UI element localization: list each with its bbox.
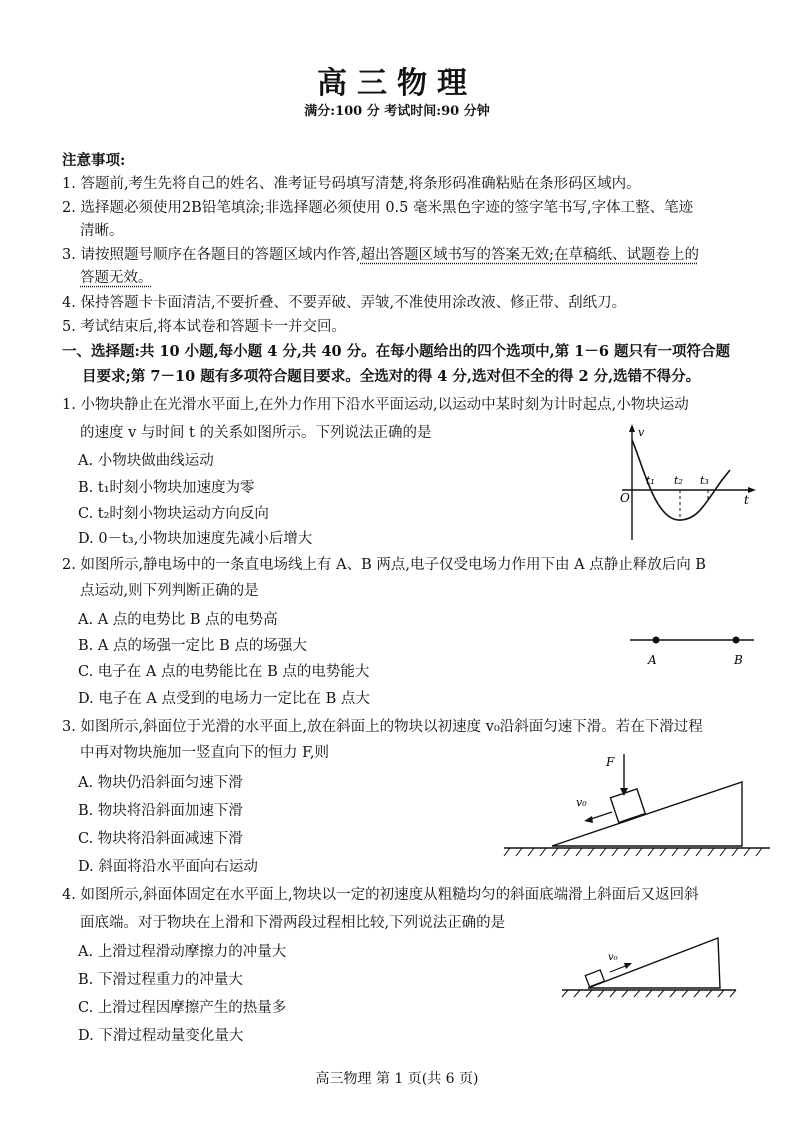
q3-velocity-label: v₀: [576, 796, 587, 809]
q4-stem-line1: 4. 如图所示,斜面体固定在水平面上,物块以一定的初速度从粗糙均匀的斜面底端滑上斜面后又返回斜: [62, 887, 699, 903]
note-item-3-emphasis-2: 答题无效。: [80, 270, 153, 286]
q4-option-a: A. 上滑过程滑动摩擦力的冲量大: [78, 944, 287, 960]
q2-point-b: [733, 637, 740, 644]
q3-ground-hatching: [504, 848, 762, 856]
q3-option-c: C. 物块将沿斜面减速下滑: [78, 831, 243, 847]
q4-block: [585, 970, 604, 987]
q1-stem-line2: 的速度 v 与时间 t 的关系如图所示。下列说法正确的是: [80, 425, 432, 441]
section-heading-line2: 目要求;第 7－10 题有多项符合题目要求。全选对的得 4 分,选对但不全的得 2 分,选错不得分。: [82, 368, 701, 385]
q4-incline-figure: [560, 930, 740, 1000]
note-item-4: 4. 保持答题卡卡面清洁,不要折叠、不要弄破、弄皱,不准使用涂改液、修正带、刮纸刀。: [62, 295, 627, 311]
q2-field-line-figure: [624, 630, 760, 670]
q1-option-a: A. 小物块做曲线运动: [78, 453, 214, 469]
q3-incline-figure: [502, 748, 772, 860]
note-item-5: 5. 考试结束后,将本试卷和答题卡一并交回。: [62, 319, 347, 335]
q2-option-c: C. 电子在 A 点的电势能比在 B 点的电势能大: [78, 664, 370, 680]
page-footer: 高三物理 第 1 页(共 6 页): [315, 1071, 479, 1087]
q2-option-b: B. A 点的场强一定比 B 点的场强大: [78, 638, 307, 654]
q1-origin-label: O: [620, 491, 630, 505]
q3-stem-line2: 中再对物块施加一竖直向下的恒力 F,则: [80, 745, 330, 761]
q1-t3-label: t₃: [700, 474, 709, 487]
q4-option-d: D. 下滑过程动量变化量大: [78, 1028, 244, 1044]
q4-stem-line2: 面底端。对于物块在上滑和下滑两段过程相比较,下列说法正确的是: [80, 915, 506, 931]
q1-t2-label: t₂: [674, 474, 683, 487]
notes-heading: 注意事项:: [62, 152, 126, 169]
note-item-1: 1. 答题前,考生先将自己的姓名、准考证号码填写清楚,将条形码准确粘贴在条形码区域内。: [62, 176, 641, 192]
q3-option-a: A. 物块仍沿斜面匀速下滑: [78, 775, 243, 791]
q4-incline: [588, 938, 720, 988]
q4-velocity-label: v₀: [608, 952, 618, 963]
note-item-2-line2: 清晰。: [80, 223, 124, 239]
q2-option-d: D. 电子在 A 点受到的电场力一定比在 B 点大: [78, 691, 370, 707]
q4-option-b: B. 下滑过程重力的冲量大: [78, 972, 243, 988]
q1-t-label: t: [744, 493, 749, 507]
q4-velocity-arrowhead: [624, 963, 632, 969]
q1-vt-graph: [612, 422, 762, 544]
q2-point-a: [653, 637, 660, 644]
q3-option-d: D. 斜面将沿水平面向右运动: [78, 859, 258, 875]
q3-incline: [552, 782, 742, 846]
q1-t-arrow: [748, 487, 756, 493]
q3-velocity-arrowhead: [584, 816, 593, 823]
note-item-2-line1: 2. 选择题必须使用2B铅笔填涂;非选择题必须使用 0.5 毫米黑色字迹的签字笔书写,字体工整、笔迹: [62, 200, 694, 216]
q1-option-d: D. 0－t₃,小物块加速度先减小后增大: [78, 531, 313, 547]
q1-v-label: v: [638, 426, 645, 439]
note-item-3-line1: [62, 246, 699, 264]
note-item-3-line2: [80, 269, 153, 287]
q1-option-b: B. t₁时刻小物块加速度为零: [78, 480, 255, 496]
q4-ground-hatching: [562, 990, 736, 997]
section-heading-line1: 一、选择题:共 10 小题,每小题 4 分,共 40 分。在每小题给出的四个选项中,第 1－6 题只有一项符合题: [62, 343, 731, 360]
q3-block: [610, 789, 645, 823]
q1-v-arrow: [629, 424, 635, 432]
q4-option-c: C. 上滑过程因摩擦产生的热量多: [78, 1000, 287, 1016]
q1-option-c: C. t₂时刻小物块运动方向反向: [78, 506, 269, 522]
page-title: 高三物理: [317, 66, 477, 101]
q2-stem-line2: 点运动,则下列判断正确的是: [80, 583, 259, 599]
q2-label-b: B: [734, 653, 743, 667]
exam-info: 满分:100 分 考试时间:90 分钟: [304, 104, 490, 119]
q3-stem-line1: 3. 如图所示,斜面位于光滑的水平面上,放在斜面上的物块以初速度 v₀沿斜面匀速下滑。若在下滑过程: [62, 719, 703, 735]
note-item-3-emphasis: 超出答题区域书写的答案无效;在草稿纸、试题卷上的: [360, 247, 699, 263]
note-item-3-text: 3. 请按照题号顺序在各题目的答题区域内作答,: [62, 247, 361, 263]
q3-option-b: B. 物块将沿斜面加速下滑: [78, 803, 243, 819]
q1-stem-line1: 1. 小物块静止在光滑水平面上,在外力作用下沿水平面运动,以运动中某时刻为计时起点,小物块运动: [62, 397, 689, 413]
q2-option-a: A. A 点的电势比 B 点的电势高: [78, 612, 278, 628]
q2-stem-line1: 2. 如图所示,静电场中的一条直电场线上有 A、B 两点,电子仅受电场力作用下由 A 点静止释放后向 B: [62, 557, 706, 573]
q1-t1-label: t₁: [646, 474, 655, 487]
q2-label-a: A: [648, 653, 657, 667]
q3-force-label: F: [606, 755, 615, 769]
